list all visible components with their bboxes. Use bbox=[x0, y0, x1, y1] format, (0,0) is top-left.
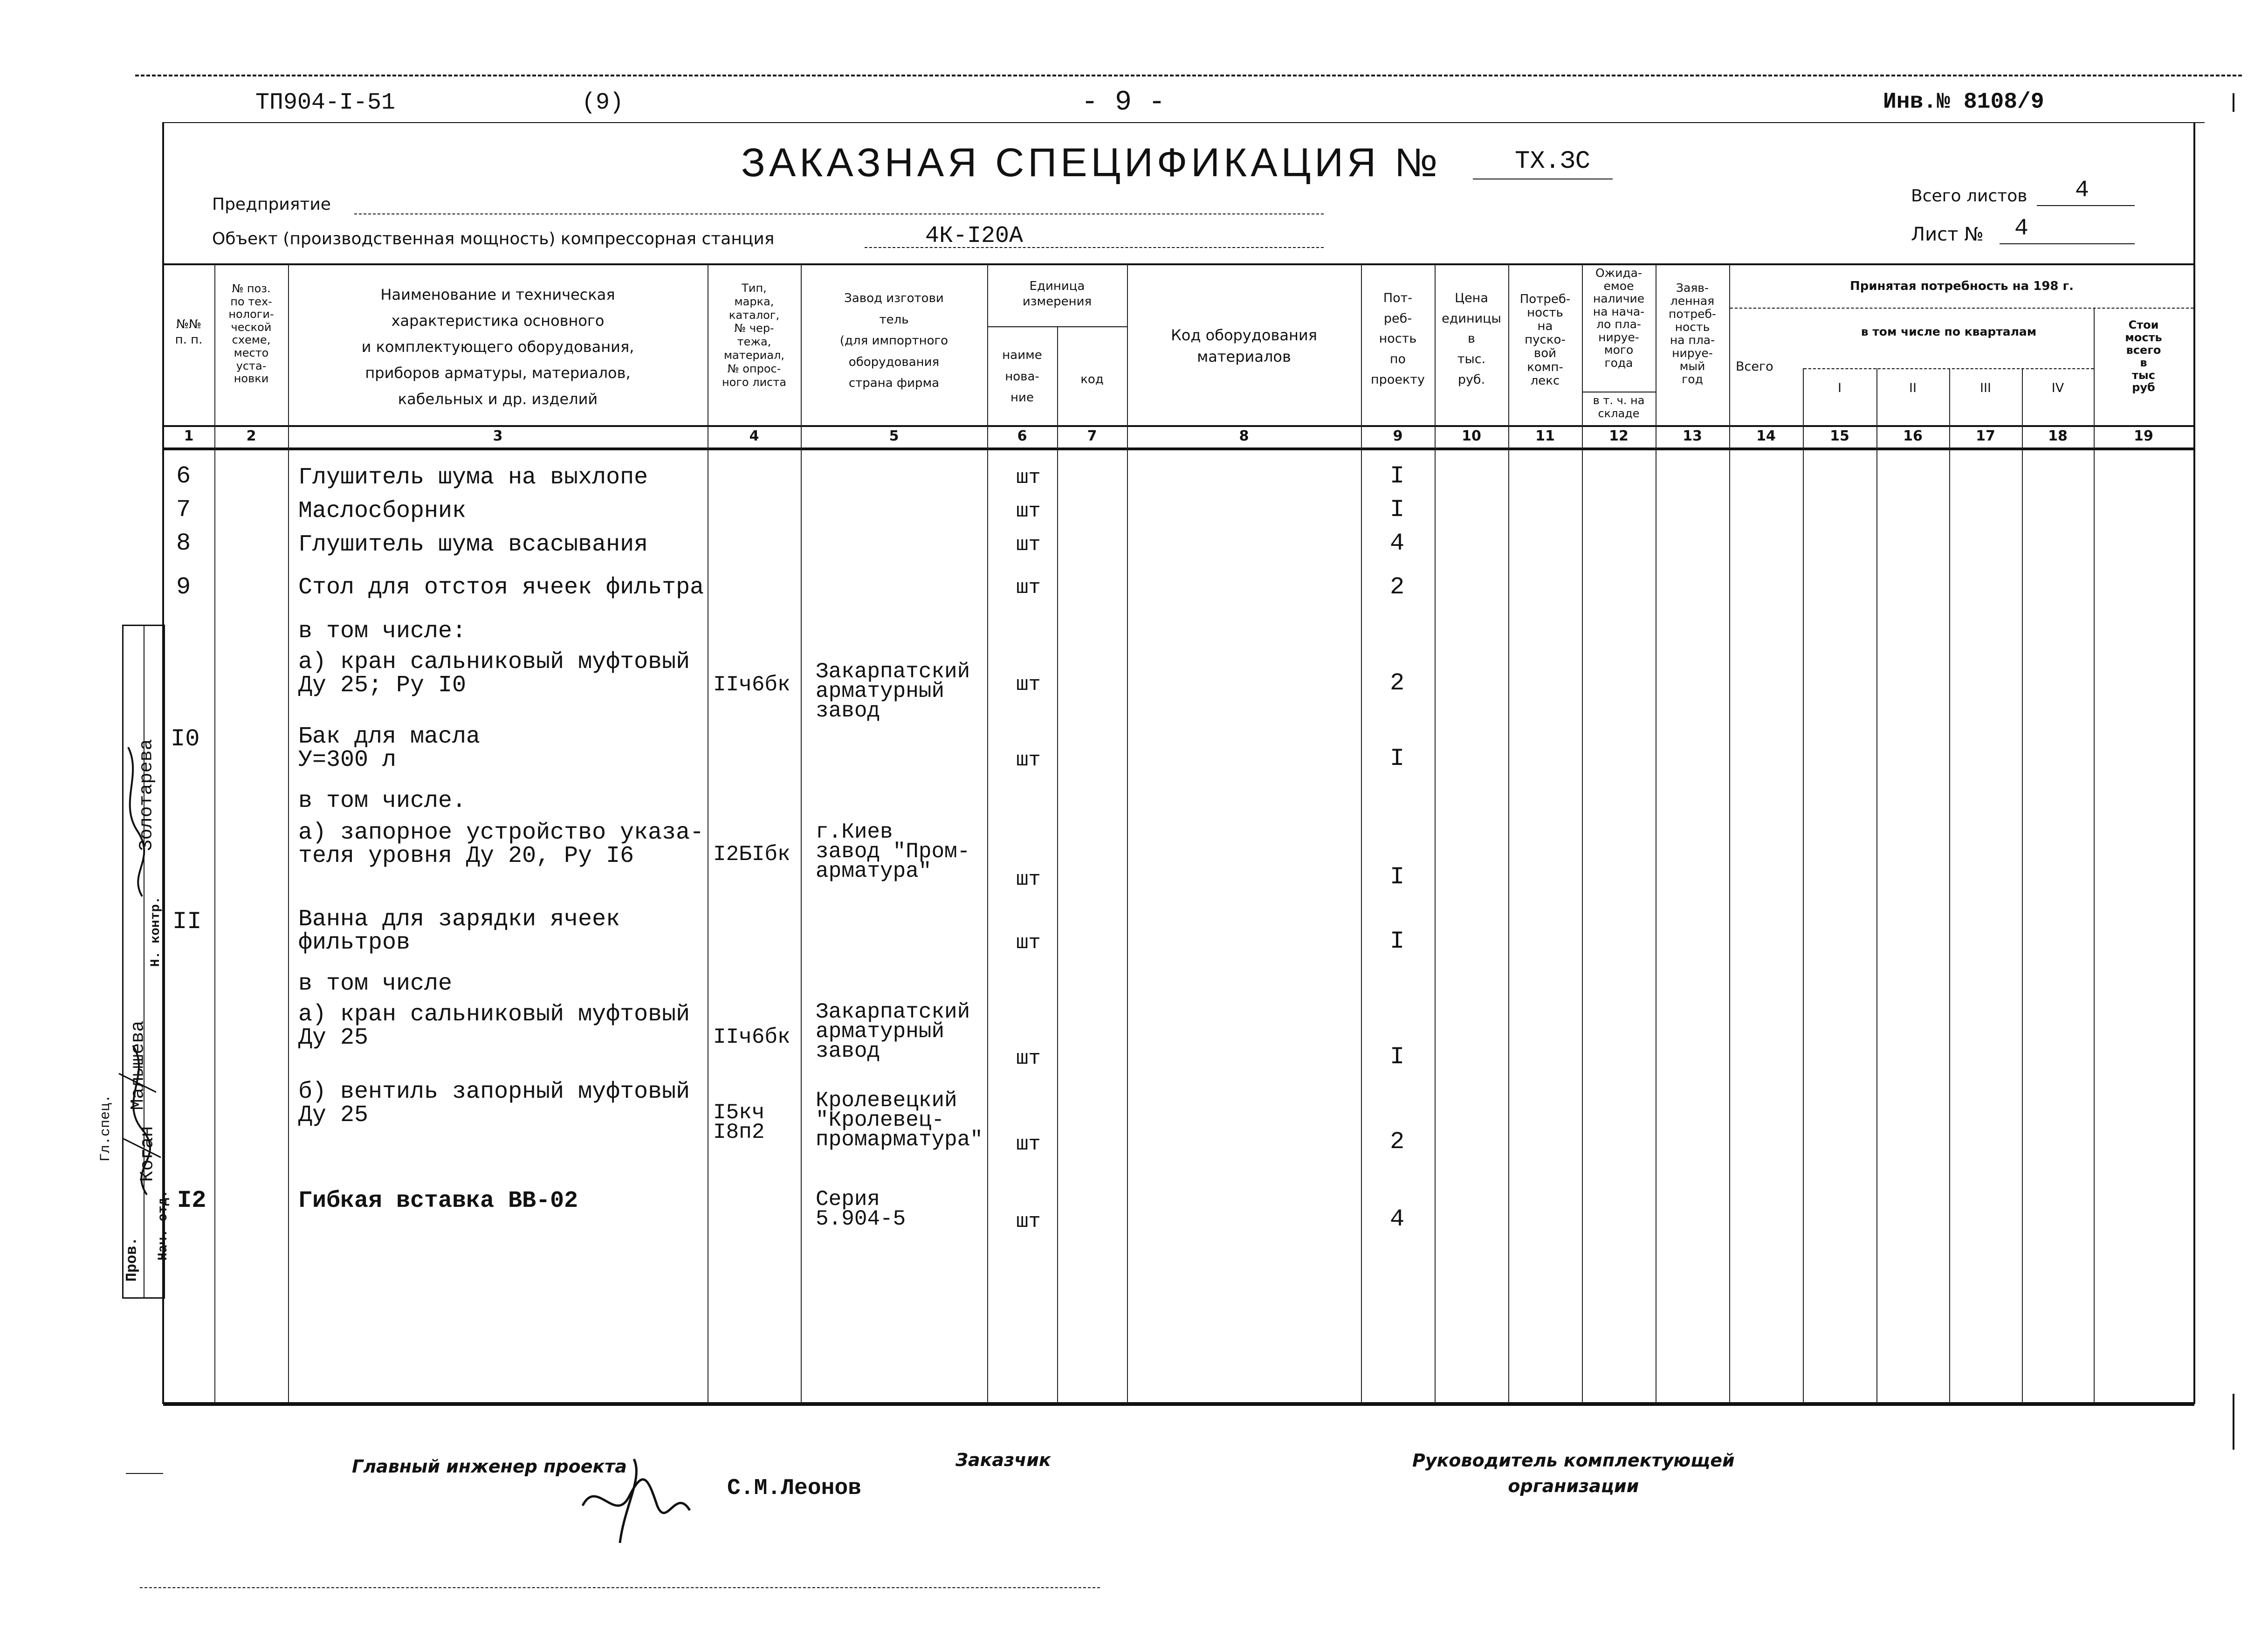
colnum: 12 bbox=[1609, 428, 1629, 444]
row-number: 7 bbox=[176, 496, 191, 523]
header-top-line bbox=[163, 263, 2194, 265]
doc-code: ТП904-I-51 bbox=[255, 89, 396, 116]
item-qty: 2 bbox=[1390, 669, 1405, 697]
stamp-role: Пров. bbox=[123, 1237, 141, 1282]
item-name: а) запорное устройство указа- теля уровня Ду 20, Ру I6 bbox=[298, 819, 704, 869]
item-maker: г.Киев завод "Пром- арматура" bbox=[816, 820, 970, 883]
header-q2: II bbox=[1909, 381, 1917, 395]
sheets-total-label: Всего листов bbox=[1911, 186, 2027, 206]
header-expected-stock: Ожида- емое наличие на нача- ло пла- нируе- мого года bbox=[1593, 266, 1645, 370]
header-by-quarters: в том числе по кварталам bbox=[1861, 325, 2037, 338]
header-position: № поз. по тех- нологи- ческой схеме, место уста- новки bbox=[228, 282, 274, 385]
sheet-value: 4 bbox=[2014, 215, 2029, 242]
col-sep-15 bbox=[1876, 368, 1877, 1403]
item-type: I2БIбк bbox=[713, 842, 790, 867]
body-top-line bbox=[163, 447, 2194, 450]
item-name: а) кран сальниковый муфтовый Ду 25 bbox=[298, 1001, 690, 1051]
sheets-total-value: 4 bbox=[2075, 177, 2089, 204]
item-name: б) вентиль запорный муфтовый Ду 25 bbox=[298, 1079, 690, 1129]
item-unit: шт bbox=[1016, 466, 1041, 489]
item-qty: I bbox=[1390, 462, 1405, 490]
item-name: Стол для отстоя ячеек фильтра bbox=[298, 574, 704, 601]
enterprise-line bbox=[354, 213, 1324, 214]
colnum-top-line bbox=[163, 425, 2194, 427]
item-name: Гибкая вставка ВВ-02 bbox=[298, 1188, 578, 1214]
top-border-line bbox=[135, 75, 2242, 76]
customer-label: Заказчик bbox=[955, 1450, 1051, 1470]
col-sep-6 bbox=[1057, 326, 1058, 1403]
footer-tick bbox=[126, 1473, 163, 1474]
top-strip-line bbox=[163, 122, 2205, 123]
colnum: 17 bbox=[1976, 428, 1995, 444]
header-accepted-need: Принятая потребность на 198 г. bbox=[1849, 279, 2074, 293]
header-type: Тип, марка, каталог, № чер- тежа, материал, № опрос- ного листа bbox=[722, 282, 787, 389]
inventory-number: Инв.№ 8108/9 bbox=[1883, 89, 2044, 115]
header-q4: IV bbox=[2051, 381, 2064, 395]
item-name: Маслосборник bbox=[298, 498, 467, 524]
item-unit: шт bbox=[1016, 673, 1041, 696]
header-unit-code: код bbox=[1080, 372, 1104, 386]
colnum: 1 bbox=[184, 428, 194, 444]
header-equipment-code: Код оборудования материалов bbox=[1171, 326, 1317, 366]
stamp-role: Н. контр. bbox=[149, 896, 164, 967]
row-number: 8 bbox=[176, 530, 191, 557]
item-name: Глушитель шума на выхлопе bbox=[298, 464, 648, 491]
sheet-label: Лист № bbox=[1911, 224, 1984, 245]
item-maker: Кролевецкий "Кролевец- промарматура" bbox=[816, 1088, 983, 1152]
colnum: 9 bbox=[1393, 428, 1403, 444]
item-unit: шт bbox=[1016, 576, 1041, 599]
header-total: Всего bbox=[1736, 359, 1773, 374]
approval-stamp bbox=[98, 625, 171, 1299]
item-name: а) кран сальниковый муфтовый Ду 25; Ру I0 bbox=[298, 649, 690, 699]
header-name: Наименование и техническая характеристика основного и комплектующего оборудования, приборов арматуры, материалов, кабельных и др. изделий bbox=[361, 286, 634, 408]
col-sep-14 bbox=[1803, 368, 1804, 1403]
item-name: Ванна для зарядки ячеек фильтров bbox=[298, 906, 620, 956]
item-type: IIч6бк bbox=[713, 673, 790, 697]
colnum: 8 bbox=[1239, 428, 1249, 444]
row-number: 6 bbox=[176, 462, 191, 490]
item-unit: шт bbox=[1016, 500, 1041, 523]
colnum: 7 bbox=[1087, 428, 1097, 444]
colnum: 2 bbox=[246, 428, 256, 444]
item-qty: 4 bbox=[1390, 530, 1405, 557]
item-unit: шт bbox=[1016, 533, 1041, 557]
header-row-number: №№ п. п. bbox=[175, 317, 203, 347]
item-qty: I bbox=[1390, 1043, 1405, 1071]
item-type: IIч6бк bbox=[713, 1025, 790, 1049]
stamp-signatures bbox=[100, 719, 184, 1232]
document-title: ЗАКАЗНАЯ СПЕЦИФИКАЦИЯ № bbox=[741, 140, 1442, 185]
margin-mark bbox=[2233, 93, 2234, 112]
item-qty: I bbox=[1390, 496, 1405, 523]
item-qty: I bbox=[1390, 863, 1405, 891]
item-name: Бак для масла У=300 л bbox=[298, 723, 481, 773]
colnum: 6 bbox=[1017, 428, 1027, 444]
item-name: в том числе. bbox=[298, 788, 467, 814]
object-line bbox=[865, 247, 1324, 248]
item-qty: I bbox=[1390, 928, 1405, 955]
colnum: 10 bbox=[1462, 428, 1481, 444]
header-declared-need: Заяв- ленная потреб- ность на пла- нируе- мый год bbox=[1669, 281, 1716, 386]
item-unit: шт bbox=[1016, 931, 1041, 955]
header-unit-name: наиме нова- ние bbox=[1002, 348, 1042, 405]
item-type: I5кч I8п2 bbox=[713, 1101, 765, 1144]
item-name: в том числе bbox=[298, 971, 453, 997]
colnum: 19 bbox=[2134, 428, 2153, 444]
item-name: в том числе: bbox=[298, 618, 467, 645]
item-name: Глушитель шума всасывания bbox=[298, 531, 648, 558]
specification-number: ТХ.ЗС bbox=[1515, 147, 1591, 176]
colnum: 11 bbox=[1535, 428, 1555, 444]
header-in-warehouse: в т. ч. на складе bbox=[1593, 394, 1645, 420]
header-unit-price: Цена единицы в тыс. руб. bbox=[1442, 291, 1501, 387]
page-number: - 9 - bbox=[1081, 87, 1166, 118]
object-label: Объект (производственная мощность) компрессорная станция bbox=[212, 229, 775, 248]
item-qty: I bbox=[1390, 745, 1405, 772]
col-sep-18 bbox=[2094, 308, 2095, 1403]
colnum: 18 bbox=[2048, 428, 2068, 444]
supplier-head-label: Руководитель комплектующей организации bbox=[1412, 1450, 1735, 1497]
item-qty: 2 bbox=[1390, 573, 1405, 601]
body-bottom-line bbox=[163, 1402, 2194, 1406]
stamp-role: Гл.спец. bbox=[98, 1094, 114, 1162]
quarters-subheader-line bbox=[1804, 368, 2094, 369]
chief-engineer-label: Главный инженер проекта bbox=[352, 1456, 627, 1477]
item-maker: Закарпатский арматурный завод bbox=[816, 1000, 970, 1063]
stamp-name: Золотарева bbox=[136, 739, 158, 851]
colnum: 14 bbox=[1756, 428, 1776, 444]
header-maker: Завод изготови тель (для импортного оборудования страна фирма bbox=[839, 291, 948, 390]
item-unit: шт bbox=[1016, 749, 1041, 772]
accepted-subheader-line bbox=[1730, 308, 2193, 309]
right-frame-line bbox=[2193, 122, 2195, 1404]
colnum: 3 bbox=[493, 428, 503, 444]
chief-engineer-signature bbox=[569, 1450, 708, 1552]
colnum: 5 bbox=[889, 428, 899, 444]
colnum: 16 bbox=[1903, 428, 1923, 444]
item-qty: 4 bbox=[1390, 1205, 1405, 1233]
item-maker: Закарпатский арматурный завод bbox=[816, 660, 970, 723]
colnum: 4 bbox=[749, 428, 759, 444]
stamp-name: Коган bbox=[137, 1126, 158, 1182]
object-value: 4К-I20А bbox=[925, 223, 1024, 249]
sheets-total-line bbox=[2037, 205, 2135, 206]
item-maker: Серия 5.904-5 bbox=[816, 1187, 906, 1231]
header-project-need: Пот- реб- ность по проекту bbox=[1371, 291, 1425, 387]
unit-subheader-line bbox=[988, 326, 1127, 327]
doc-part: (9) bbox=[582, 89, 624, 116]
row-number: II bbox=[172, 908, 202, 936]
item-unit: шт bbox=[1016, 868, 1041, 891]
row-number: 9 bbox=[176, 573, 191, 601]
chief-engineer-name: С.М.Леонов bbox=[727, 1476, 862, 1501]
item-unit: шт bbox=[1016, 1133, 1041, 1156]
colnum: 13 bbox=[1683, 428, 1702, 444]
col-sep-17 bbox=[2022, 368, 2023, 1403]
row-number: I0 bbox=[171, 725, 200, 753]
header-q3: III bbox=[1980, 381, 1991, 395]
stamp-role: Нач. отд. bbox=[156, 1190, 171, 1261]
footer-bottom-line bbox=[140, 1587, 1100, 1588]
item-unit: шт bbox=[1016, 1210, 1041, 1233]
col-sep-16 bbox=[1949, 368, 1950, 1403]
sheet-line bbox=[2000, 243, 2135, 244]
item-unit: шт bbox=[1016, 1047, 1041, 1070]
header-cost: Стои мость всего в тыс руб bbox=[2125, 318, 2162, 394]
colnum: 15 bbox=[1830, 428, 1849, 444]
enterprise-label: Предприятие bbox=[212, 195, 331, 214]
margin-mark bbox=[2233, 1394, 2234, 1450]
header-startup-need: Потреб- ность на пуско- вой комп- лекс bbox=[1519, 292, 1571, 388]
item-qty: 2 bbox=[1390, 1128, 1405, 1156]
header-unit: Единица измерения bbox=[1022, 279, 1092, 309]
stamp-name: Малышева bbox=[128, 1020, 149, 1110]
header-q1: I bbox=[1838, 381, 1842, 395]
row-number: I2 bbox=[177, 1187, 206, 1214]
